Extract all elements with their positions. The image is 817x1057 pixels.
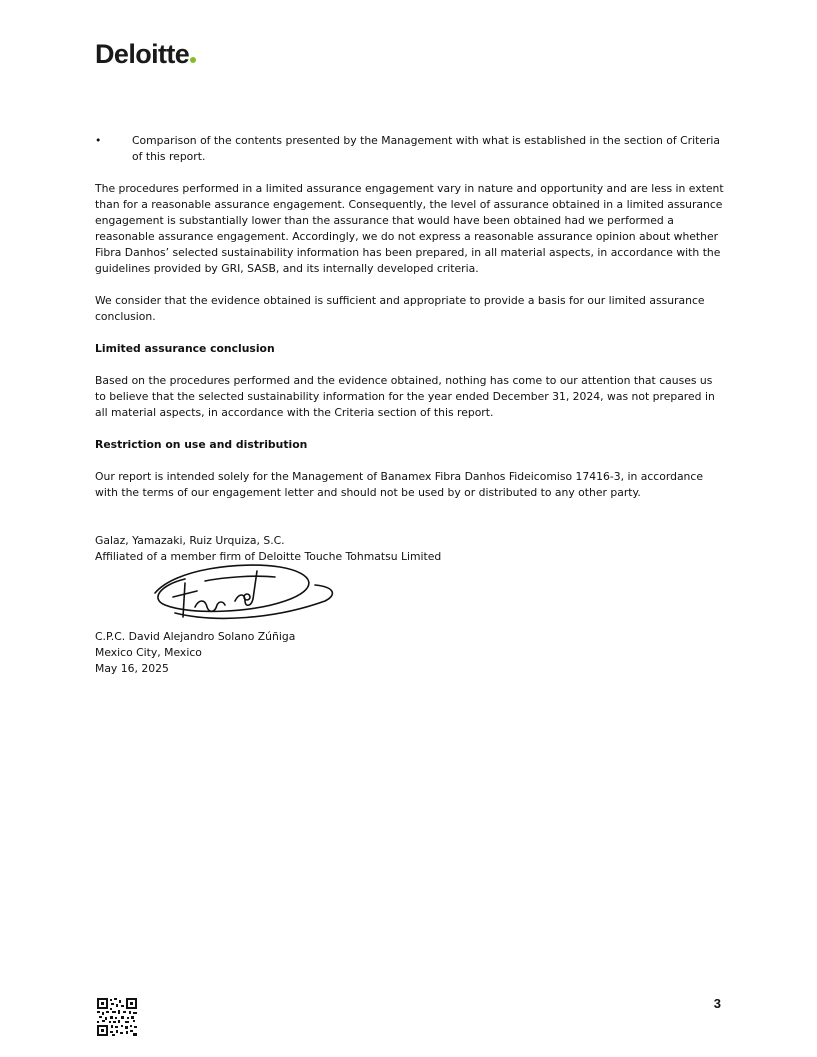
handwritten-signature xyxy=(145,557,345,629)
heading-restriction-on-use: Restriction on use and distribution xyxy=(95,438,308,451)
firm-affiliation: Affiliated of a member firm of Deloitte Touche Tohmatsu Limited xyxy=(95,550,442,563)
paragraph-limited-assurance-scope: The procedures performed in a limited assurance engagement vary in nature and opportunity and are less in extent than for a reasonable assurance engagement. Consequently, the level of assurance obtained in a limited assurance engagement is substantially lower than the assurance that would have been obtained had we performed a reasonable assurance engagement. Accordingly, we do not express a reasonable assurance opinion about whether Fibra Danhos’ selected sustainability information has been prepared, in all material aspects, in accordance with the guidelines provided by GRI, SASB, and its internally developed criteria. xyxy=(95,182,724,275)
paragraph-evidence-sufficiency: We consider that the evidence obtained is sufficient and appropriate to provide a basis for our limited assurance conclusion. xyxy=(95,294,705,323)
heading-limited-assurance-conclusion: Limited assurance conclusion xyxy=(95,342,275,355)
bullet-symbol: • xyxy=(95,134,102,147)
signer-location: Mexico City, Mexico xyxy=(95,646,202,659)
logo-dot xyxy=(190,57,196,63)
bullet-text: Comparison of the contents presented by the Management with what is established in the section of Criteria of this report. xyxy=(132,134,721,163)
signer-name: C.P.C. David Alejandro Solano Zúñiga xyxy=(95,630,296,643)
paragraph-restriction: Our report is intended solely for the Management of Banamex Fibra Danhos Fideicomiso 17416-3, in accordance with the terms of our engagement letter and should not be used by or distributed to any other party. xyxy=(95,470,703,499)
logo-text: Deloitte xyxy=(95,39,190,69)
deloitte-logo xyxy=(95,38,196,70)
qr-code-icon xyxy=(97,998,137,1036)
report-date: May 16, 2025 xyxy=(95,662,169,675)
report-body xyxy=(95,133,725,677)
paragraph-conclusion: Based on the procedures performed and the evidence obtained, nothing has come to our attention that causes us to believe that the selected sustainability information for the year ended December 31, 2024, was not prepared in all material aspects, in accordance with the Criteria section of this report. xyxy=(95,374,715,419)
firm-name: Galaz, Yamazaki, Ruiz Urquiza, S.C. xyxy=(95,534,285,547)
bullet-item xyxy=(95,133,725,165)
page-number: 3 xyxy=(713,996,721,1011)
signature-area xyxy=(95,565,725,629)
